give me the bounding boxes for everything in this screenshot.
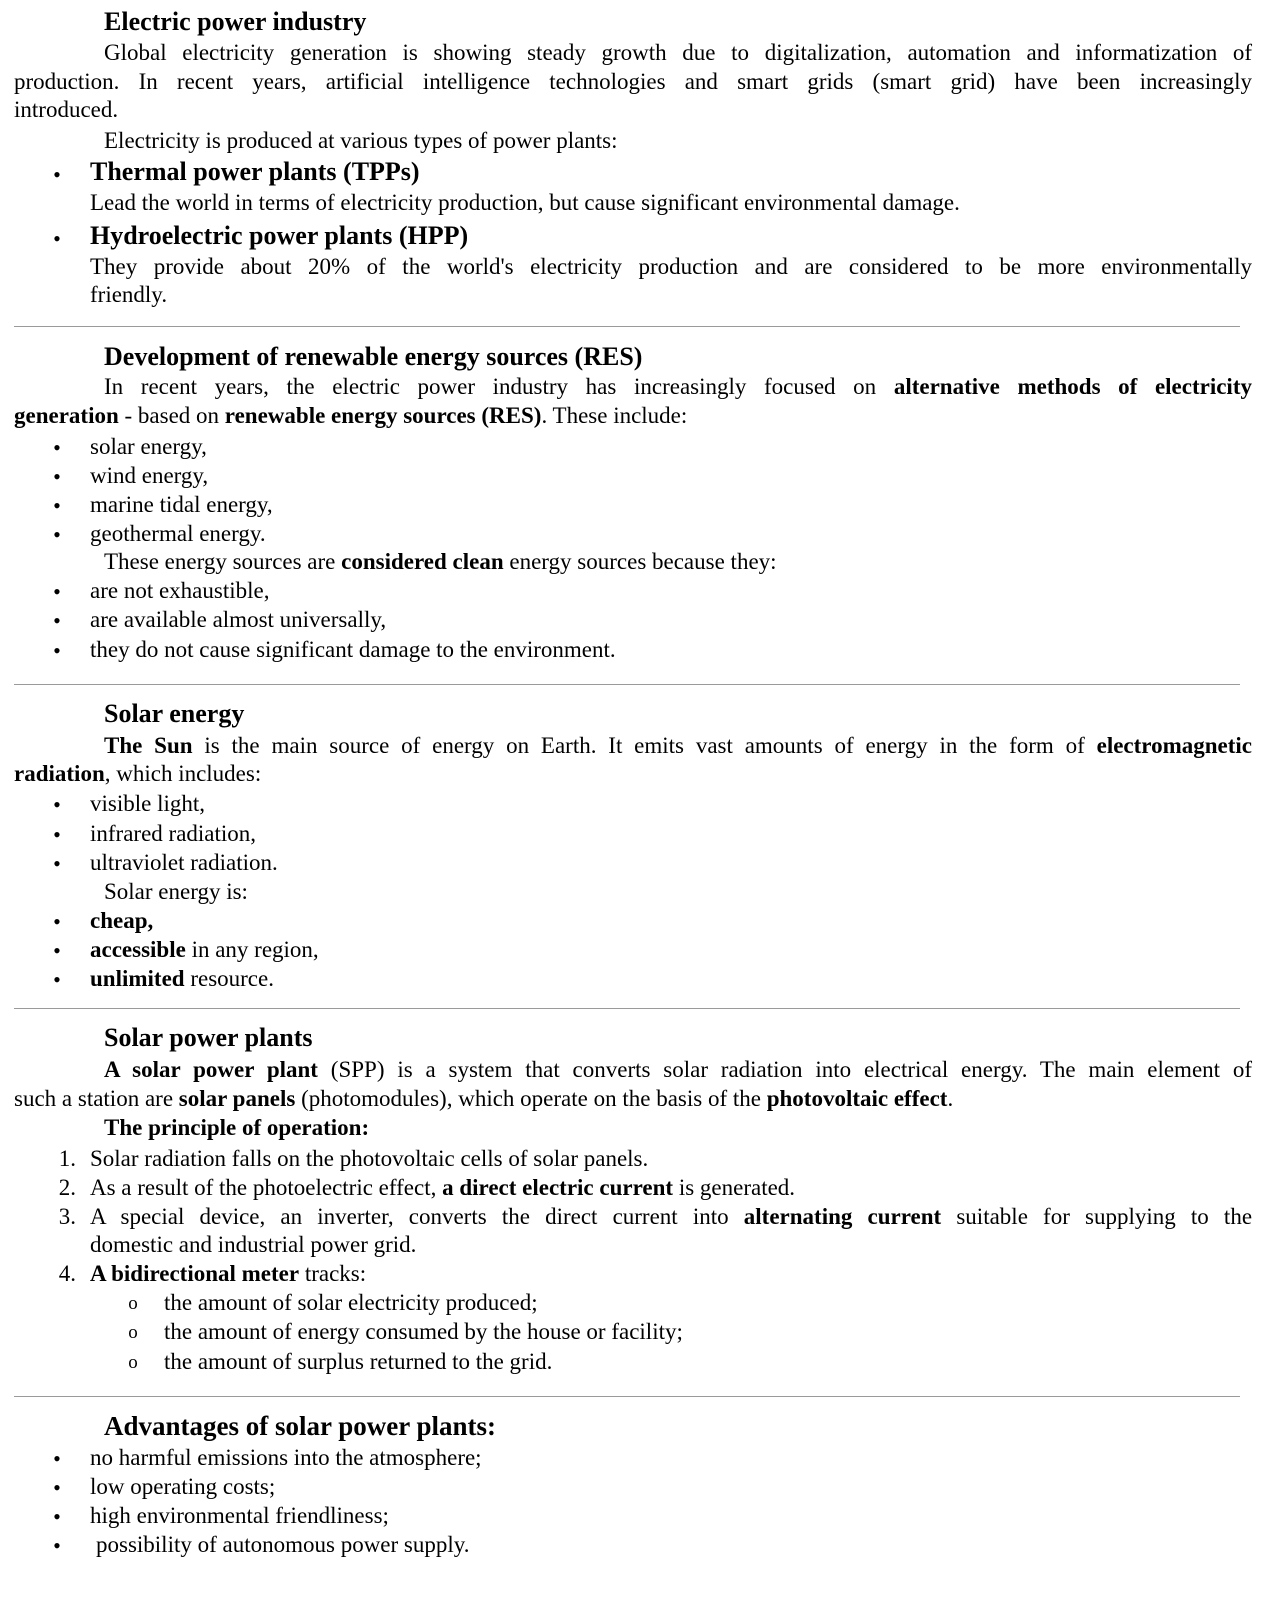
list-item: Solar radiation falls on the photovoltaic cells of solar panels. — [90, 1146, 649, 1171]
list-item: are not exhaustible, — [90, 578, 270, 603]
list-item: A bidirectional meter tracks: — [90, 1261, 367, 1286]
list-item: infrared radiation, — [90, 821, 257, 846]
paragraph-line: They provide about 20% of the world's electricity production and are considered to be more environmentally — [90, 254, 1252, 279]
bullet-dot: • — [53, 851, 61, 876]
list-item: ultraviolet radiation. — [90, 850, 278, 875]
subheading-hpp: Hydroelectric power plants (HPP) — [90, 221, 469, 250]
sub-list-item: the amount of solar electricity produced; — [164, 1290, 538, 1315]
paragraph-line: Electricity is produced at various types of power plants: — [104, 128, 618, 153]
list-item: marine tidal energy, — [90, 492, 273, 517]
sub-bullet-circle: o — [128, 1293, 138, 1314]
bullet-dot: • — [53, 1504, 61, 1529]
paragraph-line: generation - based on renewable energy sources (RES). These include: — [14, 403, 688, 428]
list-number: 1. — [58, 1146, 76, 1171]
list-item: no harmful emissions into the atmosphere; — [90, 1445, 482, 1470]
section-divider — [14, 326, 1240, 327]
list-item: visible light, — [90, 791, 205, 816]
paragraph-line: Solar energy is: — [104, 879, 248, 904]
list-item: unlimited resource. — [90, 966, 274, 991]
paragraph-line: A solar power plant (SPP) is a system that converts solar radiation into electrical energy. The main element of — [104, 1057, 1253, 1082]
list-number: 4. — [58, 1261, 76, 1286]
paragraph-line: Global electricity generation is showing steady growth due to digitalization, automation and informatization of — [104, 40, 1252, 65]
list-item: wind energy, — [90, 463, 209, 488]
section-title-res: Development of renewable energy sources (RES) — [104, 342, 643, 371]
bullet-dot: • — [53, 792, 61, 817]
paragraph-line: radiation, which includes: — [14, 761, 262, 786]
paragraph-line: These energy sources are considered clean energy sources because they: — [104, 549, 777, 574]
bullet-dot: • — [53, 464, 61, 489]
bullet-dot: • — [53, 579, 61, 604]
paragraph-line: introduced. — [14, 97, 119, 122]
section-title-electric-power: Electric power industry — [104, 7, 367, 36]
sub-bullet-circle: o — [128, 1322, 138, 1343]
list-item: high environmental friendliness; — [90, 1503, 389, 1528]
bullet-dot: • — [53, 822, 61, 847]
subheading-tpp: Thermal power plants (TPPs) — [90, 157, 420, 186]
list-item: accessible in any region, — [90, 937, 319, 962]
bullet-dot: • — [53, 638, 61, 663]
sub-bullet-circle: o — [128, 1352, 138, 1373]
bullet-dot: • — [53, 522, 61, 547]
bullet-dot: • — [53, 1475, 61, 1500]
bullet-dot: • — [53, 1533, 61, 1558]
list-number: 2. — [58, 1175, 76, 1200]
bullet-dot: • — [53, 967, 61, 992]
list-item: low operating costs; — [90, 1474, 276, 1499]
sub-list-item: the amount of energy consumed by the house or facility; — [164, 1319, 683, 1344]
paragraph-line: Lead the world in terms of electricity production, but cause significant environmental damage. — [90, 190, 960, 215]
sub-list-item: the amount of surplus returned to the grid. — [164, 1349, 553, 1374]
section-title-solar-energy: Solar energy — [104, 699, 245, 728]
bullet-dot: • — [53, 493, 61, 518]
paragraph-line: friendly. — [90, 282, 168, 307]
bullet-dot: • — [53, 162, 61, 187]
section-divider — [14, 1396, 1240, 1397]
list-item: A special device, an inverter, converts the direct current into alternating current suitable for supplying to the — [90, 1204, 1253, 1229]
section-divider — [14, 1008, 1240, 1009]
list-number: 3. — [58, 1204, 76, 1229]
bullet-dot: • — [53, 1446, 61, 1471]
list-item: possibility of autonomous power supply. — [96, 1532, 470, 1557]
list-item: cheap, — [90, 908, 154, 933]
list-item: geothermal energy. — [90, 521, 266, 546]
paragraph-line: The Sun is the main source of energy on Earth. It emits vast amounts of energy in the form of electromagnetic — [104, 733, 1252, 758]
bullet-dot: • — [53, 909, 61, 934]
bullet-dot: • — [53, 608, 61, 633]
bullet-dot: • — [53, 226, 61, 251]
bullet-dot: • — [53, 435, 61, 460]
list-item: solar energy, — [90, 434, 207, 459]
section-title-solar-power-plants: Solar power plants — [104, 1023, 313, 1052]
paragraph-line: In recent years, the electric power industry has increasingly focused on alternative methods of electricity — [104, 374, 1252, 399]
section-title-advantages: Advantages of solar power plants: — [104, 1411, 497, 1441]
list-item: they do not cause significant damage to the environment. — [90, 637, 616, 662]
principle-heading: The principle of operation: — [104, 1115, 370, 1140]
paragraph-line: production. In recent years, artificial intelligence technologies and smart grids (smart grid) have been increasingly — [14, 69, 1252, 94]
bullet-dot: • — [53, 938, 61, 963]
list-item: As a result of the photoelectric effect, a direct electric current is generated. — [90, 1175, 796, 1200]
list-item: are available almost universally, — [90, 607, 387, 632]
list-item: domestic and industrial power grid. — [90, 1232, 417, 1257]
paragraph-line: such a station are solar panels (photomodules), which operate on the basis of the photovoltaic effect. — [14, 1086, 954, 1111]
section-divider — [14, 684, 1240, 685]
